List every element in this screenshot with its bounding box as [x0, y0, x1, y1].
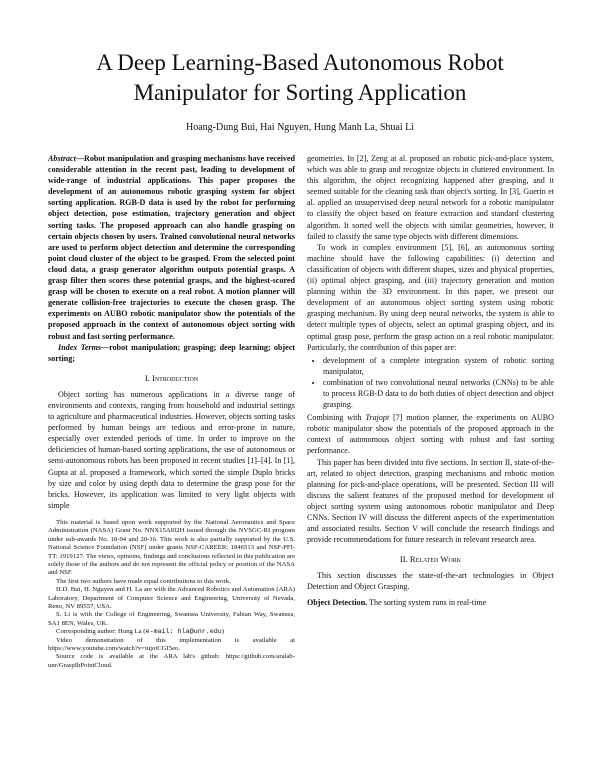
trajopt-paragraph — [307, 412, 554, 456]
paper-title-line-2: Manipulator for Sorting Application — [133, 80, 467, 105]
contribution-item: • development of a complete integration system of robotic sorting manipulator, — [323, 355, 554, 377]
footnote-corresponding-author — [48, 628, 295, 636]
index-terms — [48, 342, 295, 364]
author-list: Hoang-Dung Bui, Hai Nguyen, Hung Manh La, Shuai Li — [185, 122, 415, 133]
paper-outline-paragraph: This paper has been divided into five sections. In section II, state-of-the-art, related to object detection, grasping mechanisms and robotic motion planning for pick-and-place operations, will be presented. Section III will discuss the salient features of the proposed method for development of object sorting system using autonomous robotic manipulator and Deep CNNs. Section IV will discuss the different aspects of the experimentation and associated results. Section V will conclude the research findings and provide recommendations for future research in relevant research area. — [307, 457, 554, 545]
footnote-funding: This material is based upon work supported by the National Aeronautics and Space Administration (NASA) Grant No. NNX15AI02H issued through the NVSGC-RI program under sub-awards No. 18-94 and 20-16. This work is also partially supported by the U.S. National Science Foundation (NSF) under grants NSF-CAREER: 1846513 and NSF-PFI-TT: 1919127. The views, opinions, findings and conclusions reflected in this publication are solely those of the authors and do not represent the official policy or position of the NASA and NSF. — [48, 518, 295, 577]
contribution-item: • combination of two convolutional neural networks (CNNs) to be able to process RGB-D data to do both duties of object detection and object grasping. — [323, 377, 554, 410]
footnote-affiliation-ara: H.D. Bui, H. Nguyen and H. La are with the Advanced Robotics and Automation (ARA) Laboratory, Department of Computer Science and Engineering, University of Nevada, Reno, NV 89557, USA. — [48, 586, 295, 610]
object-detection-text: The sorting system runs in real-time — [367, 597, 487, 607]
object-detection-paragraph — [307, 597, 554, 608]
trajopt-name: Trajopt — [365, 413, 390, 423]
related-paragraph-continued: geometries. In [2], Zeng at al. proposed an robotic pick-and-place system, which was able to grasp and recognize objects in cluttered environment. In this algorithm, the object recognizing happened after grasping, and it seemed suitable for the cleaning task than object's sorting. In [3], Guerin et al. applied an unsupervised deep neural network for a robotic manipulator to classify the object based on feature extraction and standard clustering algorithm. It sorted well the objects with similar geometries, however, it failed to classify the same type objects with different dimensions. — [307, 154, 554, 241]
abstract-text: —Robot manipulation and grasping mechanisms have received considerable attention in the recent past, leading to development of wide-range of industrial applications. This paper proposes the development of an autonomous robotic grasping system for object sorting application. RGB-D data is used by the robot for performing object detection, pose estimation, trajectory generation and object sorting tasks. The proposed approach can also handle grasping on certain objects chosen by users. Trained convolutional neural networks are used to perform object detection and determine the corresponding point cloud cluster of the object to be grasped. From the selected point cloud data, a grasp generator algorithm outputs potential grasps. A grasp filter then scores these potential grasps, and the highest-scored grasp will be chosen to execute on a real robot. A motion planner will generate collision-free trajectories to execute the chosen grasp. The experiments on AUBO robotic manipulator show the potentials of the proposed approach in the context of autonomous object sorting with robust and fast sorting performance. — [48, 154, 295, 341]
footnote-affiliation-swansea: S. Li is with the College of Engineering, Swansea University, Fabian Way, Swansea, SA1 8EN, Wales, UK. — [48, 611, 295, 627]
object-detection-label: Object Detection. — [307, 597, 368, 607]
footnote-equal-contribution: The first two authors have made equal contributions to this work. — [56, 577, 231, 585]
section-heading-introduction: I. Introduction — [144, 372, 199, 383]
section-heading-related-work: II. Related Work — [399, 554, 462, 565]
trajopt-paragraph-end: [7] motion planner, the experiments on AUBO robotic manipulator show the potentials of the proposed approach in the context of autonomous object sorting with robust and fast sorting performance. — [307, 413, 554, 456]
abstract-label: Abstract — [48, 154, 76, 163]
footnotes — [48, 519, 295, 670]
corresponding-suffix: ) — [221, 628, 225, 636]
corresponding-prefix: Corresponding author: Hung La ( — [56, 628, 146, 636]
corresponding-email-link[interactable]: e-mail: hla@unr.edu — [145, 628, 222, 637]
abstract — [48, 153, 295, 342]
paper-title-line-1: A Deep Learning-Based Autonomous Robot — [96, 50, 504, 75]
right-column — [307, 153, 554, 608]
index-terms-label: Index Terms — [58, 342, 102, 352]
footnote-video-link[interactable]: Video demonstration of this implementation is available at https://www.youtube.com/watch?v=iujotCGI5eo. — [48, 636, 295, 652]
trajopt-paragraph-start: Combining with — [307, 413, 366, 423]
capabilities-paragraph: To work in complex environment [5], [6], an autonomous sorting machine should have the following capabilities: (i) detection and classification of objects with different shapes, sizes and physical properties, (ii) optimal object grasping, and (iii) trajectory generation and motion planning within the 3D environment. In this paper, we present our development of an autonomous object sorting system using robotic grasping mechanism. By using deep neural networks, the system is able to detect multiple types of objects, select an optimal grasping object, and its optimal grasp pose, perform the grasp action on a real robotic manipulator. Particularly, the contribution of this paper are: — [307, 242, 554, 352]
related-work-intro: This section discusses the state-of-the-art technologies in Object Detection and Object Grasping. — [307, 571, 554, 592]
contribution-list — [307, 355, 554, 410]
footnote-source-link[interactable]: Source code is available at the ARA lab's github: https://github.com/aralab-unr/GraspIhPointCloud. — [48, 653, 295, 669]
intro-paragraph-1: Object sorting has numerous applications in a diverse range of environments and contexts, ranging from household and industrial settings to agriculture and pharmaceutical industries. However, objects sorting tasks performed by human beings are tedious and error-prone in nature, especially over extended periods of time. In order to improve on the deficiencies of human-based sorting applications, the use of autonomous or semi-autonomous robots has been proposed in recent studies [1]–[4]. In [1], Gupta at al. proposed a framework, which sorted the simple Duplo bricks by size and color by using depth data to determine the grasp pose for the bricks. However, its application was limited to very light objects with simple — [48, 389, 295, 510]
left-column — [48, 153, 295, 670]
index-terms-text: —robot manipulation; grasping; deep learning; object sorting; — [48, 342, 295, 363]
